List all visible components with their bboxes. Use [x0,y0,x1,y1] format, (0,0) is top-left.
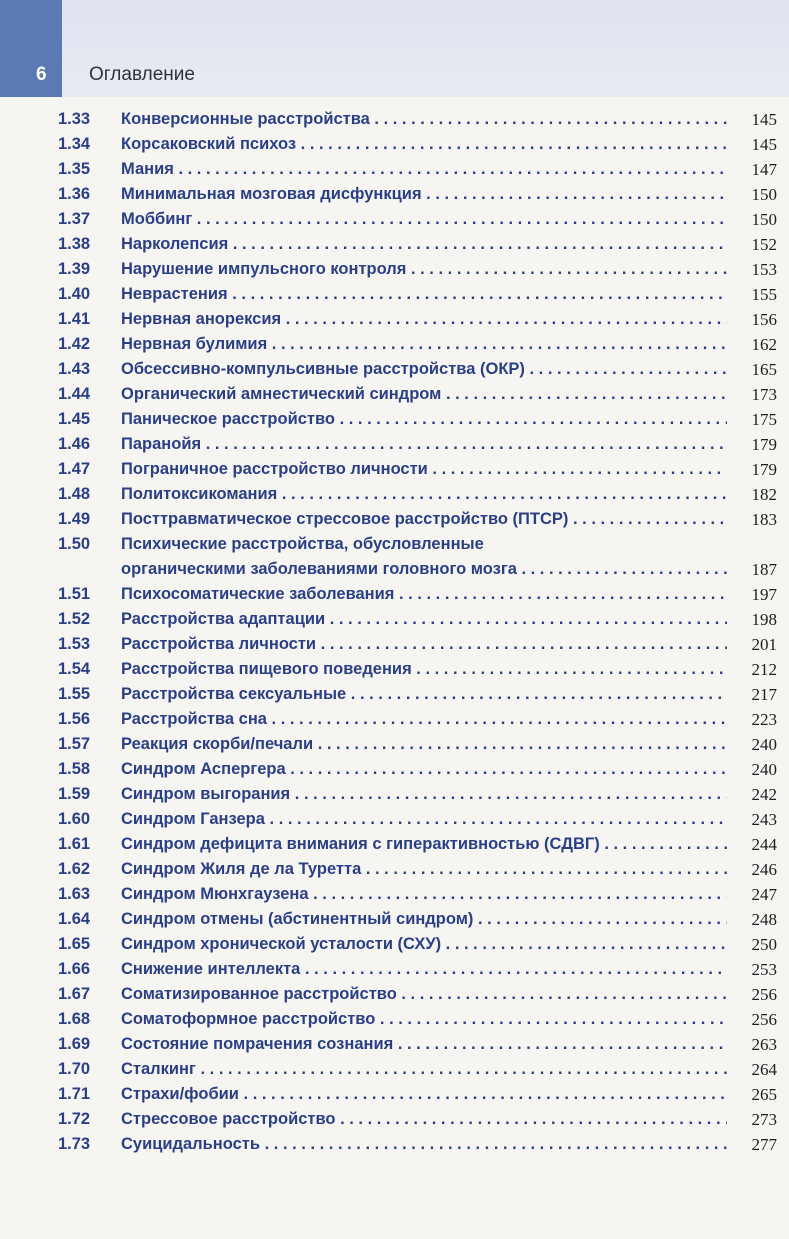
toc-entry-title: Минимальная мозговая дисфункция . . . [121,185,727,204]
toc-entry [0,432,789,457]
toc-entry-page: 264 [751,1060,777,1079]
toc-entry-number: 1.63 [58,885,91,903]
toc-entry [0,957,789,982]
toc-entry-number: 1.59 [58,785,91,803]
toc-entry-page: 217 [751,685,777,704]
toc-entry-page: 179 [751,460,777,479]
toc-entry [0,157,789,182]
toc-entry [0,732,789,757]
toc-entry-title: Органический амнестический синдром . . . [121,385,727,404]
toc-entry-title: Синдром Жиля де ла Туретта . . . [121,860,727,879]
toc-entry [0,357,789,382]
toc-entry [0,632,789,657]
toc-entry-number: 1.45 [58,410,91,428]
toc-entry [0,307,789,332]
toc-entry [0,257,789,282]
table-of-contents [0,107,789,1157]
toc-entry [0,207,789,232]
toc-entry-title: Нервная анорексия . . . [121,310,727,329]
toc-entry-title: Синдром отмены (абстинентный синдром) . . . [121,910,727,929]
toc-entry-title: Синдром дефицита внимания с гиперактивностью (СДВГ) . . . [121,835,727,854]
toc-entry-page: 248 [751,910,777,929]
toc-entry-number: 1.54 [58,660,91,678]
toc-entry-number: 1.38 [58,235,91,253]
toc-entry-number: 1.73 [58,1135,91,1153]
toc-entry-title: Психосоматические заболевания . . . [121,585,727,604]
toc-entry-title: Обсессивно-компульсивные расстройства (ОКР) . . . [121,360,727,379]
toc-entry-number: 1.70 [58,1060,91,1078]
toc-entry-number: 1.41 [58,310,91,328]
page-number: 6 [36,64,47,85]
toc-entry-title: Паническое расстройство . . . [121,410,727,429]
toc-entry-page: 175 [751,410,777,429]
toc-entry-number: 1.37 [58,210,91,228]
toc-entry-page: 155 [751,285,777,304]
toc-entry [0,1007,789,1032]
toc-entry-page: 277 [751,1135,777,1154]
toc-entry [0,857,789,882]
toc-entry-number: 1.48 [58,485,91,503]
toc-entry [0,682,789,707]
toc-entry [0,382,789,407]
toc-entry-number: 1.33 [58,110,91,128]
page-header [0,0,789,97]
toc-entry-number: 1.36 [58,185,91,203]
toc-entry [0,232,789,257]
toc-entry-page: 246 [751,860,777,879]
toc-entry-page: 145 [751,135,777,154]
section-title: Оглавление [89,64,195,85]
toc-entry [0,507,789,532]
toc-entry-page: 250 [751,935,777,954]
toc-entry-number: 1.65 [58,935,91,953]
toc-entry-number: 1.40 [58,285,91,303]
toc-entry-number: 1.71 [58,1085,91,1103]
toc-entry [0,107,789,132]
toc-entry-number: 1.42 [58,335,91,353]
toc-entry-page: 273 [751,1110,777,1129]
toc-entry [0,1082,789,1107]
toc-entry-number: 1.60 [58,810,91,828]
toc-entry [0,707,789,732]
toc-entry-number: 1.69 [58,1035,91,1053]
toc-entry [0,882,789,907]
toc-entry-title: Сталкинг . . . [121,1060,727,1079]
toc-entry-number: 1.47 [58,460,91,478]
toc-entry-title: Конверсионные расстройства . . . [121,110,727,129]
toc-entry-page: 244 [751,835,777,854]
toc-entry [0,607,789,632]
toc-entry-page: 165 [751,360,777,379]
toc-entry [0,282,789,307]
toc-entry-page: 150 [751,185,777,204]
toc-entry-title: Нервная булимия . . . [121,335,727,354]
toc-entry [0,1032,789,1057]
toc-entry-page: 256 [751,985,777,1004]
toc-entry-number: 1.51 [58,585,91,603]
toc-entry-page: 240 [751,735,777,754]
toc-entry [0,757,789,782]
toc-entry-title: Неврастения . . . [121,285,727,304]
toc-entry-number: 1.68 [58,1010,91,1028]
toc-entry [0,1107,789,1132]
toc-entry-title: Нарушение импульсного контроля . . . [121,260,727,279]
toc-entry-number: 1.52 [58,610,91,628]
toc-entry-number: 1.49 [58,510,91,528]
toc-entry [0,532,789,582]
toc-entry-title: Нарколепсия . . . [121,235,727,254]
toc-entry-title: Мания . . . [121,160,727,179]
toc-entry-number: 1.46 [58,435,91,453]
toc-entry-page: 212 [751,660,777,679]
toc-entry-title: Моббинг . . . [121,210,727,229]
toc-entry-number: 1.43 [58,360,91,378]
toc-entry [0,182,789,207]
toc-entry-title: Политоксикомания . . . [121,485,727,504]
toc-entry-page: 256 [751,1010,777,1029]
toc-entry-title: Синдром Аспергера . . . [121,760,727,779]
toc-entry-title: Пограничное расстройство личности . . . [121,460,727,479]
toc-entry-title: Снижение интеллекта . . . [121,960,727,979]
toc-entry-title: Соматоформное расстройство . . . [121,1010,727,1029]
toc-entry-title: Состояние помрачения сознания . . . [121,1035,727,1054]
toc-entry [0,1132,789,1157]
toc-entry-page: 263 [751,1035,777,1054]
toc-entry-page: 247 [751,885,777,904]
toc-entry-number: 1.34 [58,135,91,153]
toc-entry-page: 179 [751,435,777,454]
toc-entry [0,132,789,157]
toc-entry-number: 1.62 [58,860,91,878]
toc-entry-page: 253 [751,960,777,979]
page-number-box [0,0,62,97]
toc-entry-title: Корсаковский психоз . . . [121,135,727,154]
toc-entry-number: 1.56 [58,710,91,728]
toc-entry-page: 150 [751,210,777,229]
toc-entry-title: Расстройства сексуальные . . . [121,685,727,704]
toc-entry-page: 198 [751,610,777,629]
toc-entry-number: 1.61 [58,835,91,853]
toc-entry-page: 147 [751,160,777,179]
toc-entry [0,1057,789,1082]
toc-entry-title: Синдром Мюнхгаузена . . . [121,885,727,904]
toc-entry-page: 242 [751,785,777,804]
toc-entry-page: 243 [751,810,777,829]
toc-entry-number: 1.64 [58,910,91,928]
toc-entry-page: 173 [751,385,777,404]
toc-entry-number: 1.55 [58,685,91,703]
toc-entry [0,807,789,832]
toc-entry-title: Соматизированное расстройство . . . [121,985,727,1004]
toc-entry-title: Расстройства пищевого поведения . . . [121,660,727,679]
toc-entry-title: Расстройства личности . . . [121,635,727,654]
toc-entry [0,332,789,357]
toc-entry-title: органическими заболеваниями головного мозга . . . [121,560,727,579]
toc-entry-page: 182 [751,485,777,504]
toc-entry-title: Расстройства адаптации . . . [121,610,727,629]
toc-entry [0,657,789,682]
toc-entry-page: 265 [751,1085,777,1104]
toc-entry-title: Синдром хронической усталости (СХУ) . . . [121,935,727,954]
toc-entry-page: 187 [751,560,777,579]
toc-entry-number: 1.58 [58,760,91,778]
toc-entry-title: Синдром Ганзера . . . [121,810,727,829]
toc-entry-page: 223 [751,710,777,729]
toc-entry-page: 183 [751,510,777,529]
toc-entry-number: 1.39 [58,260,91,278]
toc-entry-page: 156 [751,310,777,329]
toc-entry-page: 197 [751,585,777,604]
toc-entry-number: 1.35 [58,160,91,178]
toc-entry-page: 240 [751,760,777,779]
toc-entry [0,582,789,607]
toc-entry-number: 1.50 [58,535,91,553]
toc-entry [0,982,789,1007]
toc-entry-number: 1.72 [58,1110,91,1128]
toc-entry [0,457,789,482]
toc-entry-title: Суицидальность . . . [121,1135,727,1154]
toc-entry-title: Стрессовое расстройство . . . [121,1110,727,1129]
toc-entry [0,782,789,807]
toc-entry [0,482,789,507]
toc-entry-page: 145 [751,110,777,129]
toc-entry [0,932,789,957]
toc-entry-page: 153 [751,260,777,279]
toc-entry-title: Реакция скорби/печали . . . [121,735,727,754]
toc-entry [0,407,789,432]
toc-entry-page: 152 [751,235,777,254]
toc-entry-page: 162 [751,335,777,354]
toc-entry [0,907,789,932]
toc-entry-page: 201 [751,635,777,654]
toc-entry-title: Страхи/фобии . . . [121,1085,727,1104]
toc-entry-number: 1.57 [58,735,91,753]
toc-entry-title: Синдром выгорания . . . [121,785,727,804]
toc-entry-number: 1.44 [58,385,91,403]
toc-entry-title-line1: Психические расстройства, обусловленные [121,535,484,553]
toc-entry [0,832,789,857]
toc-entry-title: Паранойя . . . [121,435,727,454]
toc-entry-number: 1.53 [58,635,91,653]
toc-entry-number: 1.67 [58,985,91,1003]
toc-entry-number: 1.66 [58,960,91,978]
toc-entry-title: Расстройства сна . . . [121,710,727,729]
toc-entry-title: Посттравматическое стрессовое расстройство (ПТСР) . . . [121,510,727,529]
